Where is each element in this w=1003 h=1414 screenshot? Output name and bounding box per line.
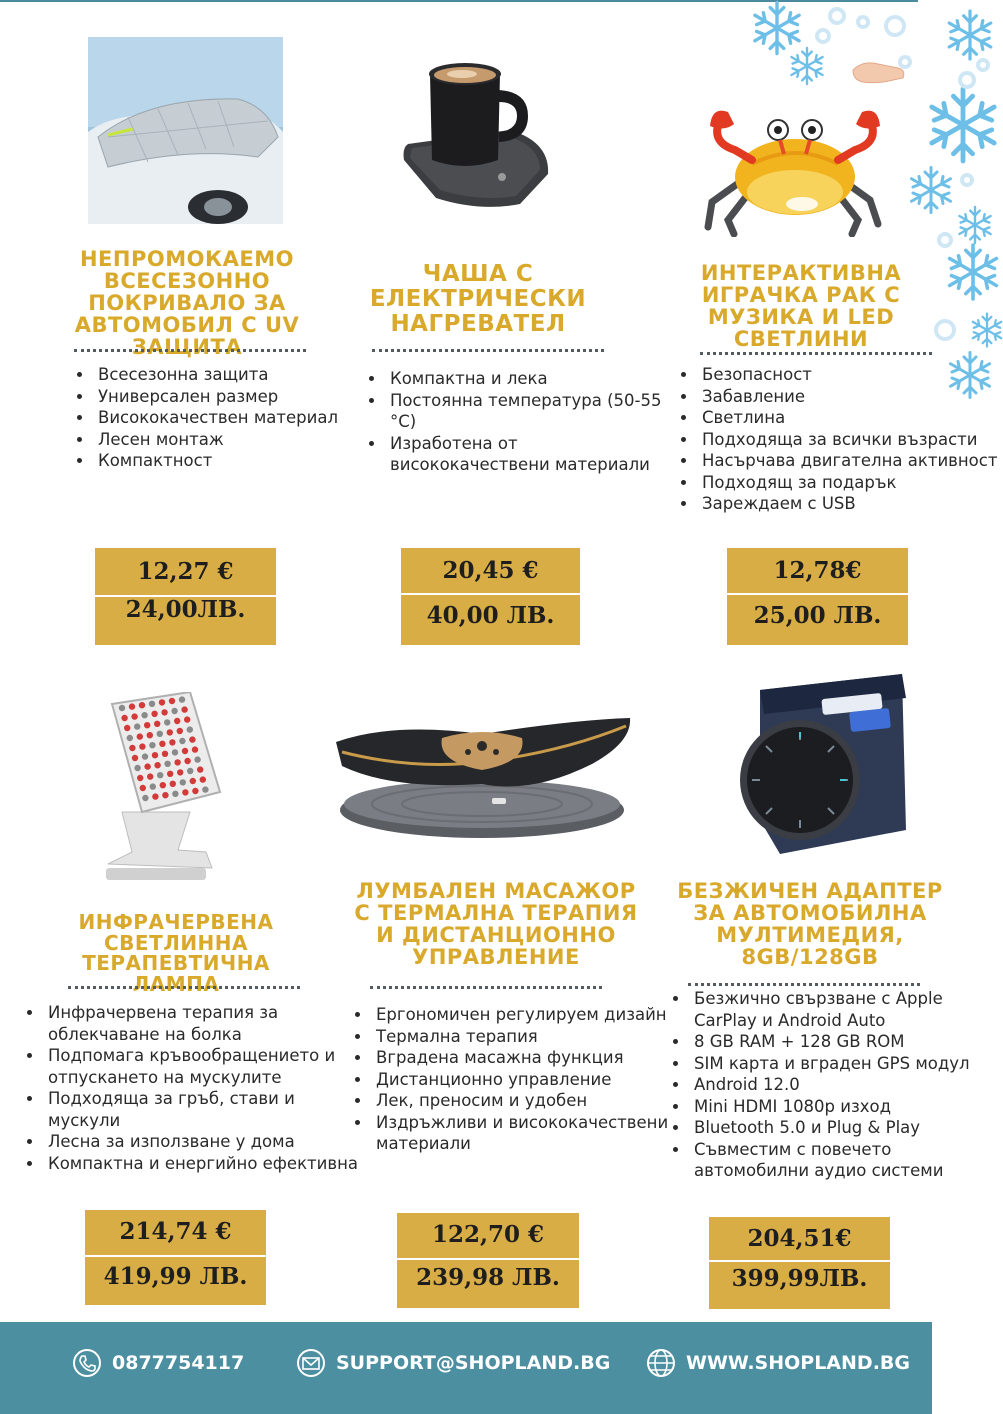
led-dot xyxy=(144,722,150,728)
lumbar-massager-image xyxy=(332,712,634,842)
price-eur: 12,78€ xyxy=(773,557,862,584)
list-item: • Забавление xyxy=(698,386,1003,408)
led-dot xyxy=(159,699,165,705)
car-cover-image xyxy=(88,37,283,224)
list-item: • Дистанционно управление xyxy=(372,1069,672,1091)
price-bgn: 419,99 ЛВ. xyxy=(103,1263,248,1290)
led-dot xyxy=(174,718,180,724)
list-item: • SIM карта и вграден GPS модул xyxy=(690,1053,1000,1075)
led-dot xyxy=(129,745,135,751)
list-item: • Bluetooth 5.0 и Plug & Play xyxy=(690,1117,1000,1139)
product-title: ИНТЕРАКТИВНА ИГРАЧКА РАК С МУЗИКА И LED СВЕТЛИНИ xyxy=(700,261,902,351)
price-divider xyxy=(85,1255,266,1257)
led-dot xyxy=(151,711,157,717)
led-dot xyxy=(164,719,170,725)
globe-icon xyxy=(646,1348,676,1378)
led-dot xyxy=(140,785,146,791)
product-title: ЛУМБАЛЕН МАСАЖОР С ТЕРМАЛНА ТЕРАПИЯ И ДИСТАНЦИОННО УПРАВЛЕНИЕ xyxy=(354,879,638,969)
led-dot xyxy=(167,771,173,777)
footer-website[interactable] xyxy=(646,1348,910,1378)
led-dot xyxy=(162,751,168,757)
product-title: НЕПРОМОКАЕМО ВСЕСЕЗОННО ПОКРИВАЛО ЗА АВТОМОБИЛ С UV ЗАЩИТА xyxy=(74,247,300,359)
price-eur: 204,51€ xyxy=(747,1225,852,1252)
footer-phone[interactable] xyxy=(72,1348,244,1378)
led-dot xyxy=(181,706,187,712)
list-item: • Изработена от висококачествени материали xyxy=(386,433,666,476)
led-dot xyxy=(192,788,198,794)
led-dot xyxy=(202,786,208,792)
led-dot xyxy=(164,761,170,767)
list-item: • 8 GB RAM + 128 GB ROM xyxy=(690,1031,1000,1053)
feature-list xyxy=(668,988,1000,1182)
led-dot xyxy=(121,715,127,721)
price-box xyxy=(397,1213,579,1308)
led-dot xyxy=(170,781,176,787)
led-dot xyxy=(149,742,155,748)
led-dot xyxy=(182,789,188,795)
feature-list xyxy=(72,364,354,472)
led-dot xyxy=(161,709,167,715)
list-item: • Компактна и енергийно ефективна xyxy=(44,1153,364,1175)
led-dot xyxy=(172,749,178,755)
price-divider xyxy=(709,1260,890,1262)
price-eur: 12,27 € xyxy=(137,558,234,585)
led-dot xyxy=(159,741,165,747)
product-title: ИНФРАЧЕРВЕНА СВЕТЛИННА ТЕРАПЕВТИЧНА ЛАМПА xyxy=(78,910,274,996)
divider-dots xyxy=(370,986,602,989)
led-dot xyxy=(129,703,135,709)
list-item: • Подходящ за подарък xyxy=(698,472,1003,494)
list-item: • Безжично свързване с Apple CarPlay и Android Auto xyxy=(690,988,1000,1031)
list-item: • Mini HDMI 1080p изход xyxy=(690,1096,1000,1118)
led-dot xyxy=(144,763,150,769)
led-dot xyxy=(154,721,160,727)
led-dot xyxy=(197,766,203,772)
price-bgn: 399,99ЛВ. xyxy=(731,1265,868,1292)
list-item: • Насърчава двигателна активност xyxy=(698,450,1003,472)
led-dot xyxy=(180,779,186,785)
led-dot xyxy=(182,748,188,754)
led-dot xyxy=(169,698,175,704)
list-item: • Термална терапия xyxy=(372,1026,672,1048)
led-dot xyxy=(171,708,177,714)
led-dot xyxy=(200,776,206,782)
led-dot xyxy=(149,701,155,707)
divider-dots xyxy=(700,352,932,355)
feature-list xyxy=(22,1002,364,1174)
footer-email[interactable] xyxy=(296,1348,610,1378)
product-title: БЕЗЖИЧЕН АДАПТЕР ЗА АВТОМОБИЛНА МУЛТИМЕДИЯ, 8GB/128GB xyxy=(677,879,943,969)
price-box xyxy=(85,1210,266,1305)
list-item: • Android 12.0 xyxy=(690,1074,1000,1096)
footer-phone-text: 0877754117 xyxy=(112,1352,245,1374)
led-dot xyxy=(194,756,200,762)
list-item: • Всесезонна защита xyxy=(94,364,354,386)
led-dot xyxy=(187,768,193,774)
led-dot xyxy=(127,735,133,741)
list-item: • Постоянна температура (50-55 °C) xyxy=(386,390,666,433)
divider-dots xyxy=(688,983,920,986)
list-item: • Инфрачервена терапия за облекчаване на болка xyxy=(44,1002,364,1045)
price-divider xyxy=(397,1258,579,1260)
price-box xyxy=(727,548,908,645)
led-dot xyxy=(141,712,147,718)
led-dot xyxy=(169,739,175,745)
price-divider xyxy=(401,593,580,595)
carplay-adapter-image xyxy=(730,670,910,854)
led-dot xyxy=(192,746,198,752)
list-item: • Светлина xyxy=(698,407,1003,429)
led-dot xyxy=(142,795,148,801)
led-dot xyxy=(177,769,183,775)
product-title: ЧАША С ЕЛЕКТРИЧЕСКИ НАГРЕВАТЕЛ xyxy=(369,261,587,337)
led-dot xyxy=(131,713,137,719)
led-dot xyxy=(152,793,158,799)
price-box xyxy=(95,548,276,645)
led-dot xyxy=(167,729,173,735)
list-item: • Лесна за използване у дома xyxy=(44,1131,364,1153)
led-dot xyxy=(134,765,140,771)
led-dot xyxy=(177,728,183,734)
divider-dots xyxy=(74,349,306,352)
led-dot xyxy=(179,738,185,744)
list-item: • Лесен монтаж xyxy=(94,429,354,451)
list-item: • Издръжливи и висококачествени материали xyxy=(372,1112,672,1155)
footer-bar xyxy=(0,1322,932,1414)
price-box xyxy=(709,1217,890,1309)
price-eur: 122,70 € xyxy=(431,1221,545,1248)
list-item: • Зареждаем с USB xyxy=(698,493,1003,515)
footer-website-text: WWW.SHOPLAND.BG xyxy=(686,1352,910,1374)
led-dot xyxy=(187,726,193,732)
list-item: • Подходяща за всички възрасти xyxy=(698,429,1003,451)
infrared-lamp-image xyxy=(102,692,222,887)
led-dot xyxy=(190,778,196,784)
phone-icon xyxy=(72,1348,102,1378)
led-dot xyxy=(132,755,138,761)
price-eur: 214,74 € xyxy=(119,1218,232,1245)
footer-email-text: SUPPORT@SHOPLAND.BG xyxy=(336,1352,611,1374)
feature-list xyxy=(676,364,1003,515)
list-item: • Универсален размер xyxy=(94,386,354,408)
led-dot xyxy=(119,705,125,711)
list-item: • Съвместим с повечето автомобилни аудио системи xyxy=(690,1139,1000,1182)
price-bgn: 25,00 ЛВ. xyxy=(753,602,882,629)
price-box xyxy=(401,548,580,645)
led-dot xyxy=(184,758,190,764)
led-dot xyxy=(174,759,180,765)
list-item: • Подходяща за гръб, стави и мускули xyxy=(44,1088,364,1131)
led-dot xyxy=(157,772,163,778)
price-bgn: 24,00ЛВ. xyxy=(125,596,246,623)
price-bgn: 40,00 ЛВ. xyxy=(426,602,555,629)
divider-dots xyxy=(372,349,604,352)
list-item: • Лек, преносим и удобен xyxy=(372,1090,672,1112)
led-dot xyxy=(184,716,190,722)
price-divider xyxy=(727,593,908,595)
led-dot xyxy=(139,743,145,749)
crab-toy-image xyxy=(700,102,890,237)
led-dot xyxy=(154,762,160,768)
price-bgn: 239,98 ЛВ. xyxy=(416,1264,560,1291)
led-dot xyxy=(189,736,195,742)
led-dot xyxy=(160,782,166,788)
feature-list xyxy=(350,1004,672,1155)
price-eur: 20,45 € xyxy=(442,557,539,584)
list-item: • Висококачествен материал xyxy=(94,407,354,429)
heated-mug-image xyxy=(400,52,556,212)
led-dot xyxy=(139,702,145,708)
led-dot xyxy=(157,731,163,737)
led-dot xyxy=(172,791,178,797)
list-item: • Компактна и лека xyxy=(386,368,666,390)
led-dot xyxy=(134,723,140,729)
led-dot xyxy=(147,732,153,738)
divider-dots xyxy=(68,986,300,989)
list-item: • Подпомага кръвообращението и отпускането на мускулите xyxy=(44,1045,364,1088)
led-dot xyxy=(142,753,148,759)
feature-list xyxy=(364,368,666,476)
list-item: • Компактност xyxy=(94,450,354,472)
led-dot xyxy=(162,792,168,798)
list-item: • Безопасност xyxy=(698,364,1003,386)
led-dot xyxy=(152,752,158,758)
led-dot xyxy=(150,783,156,789)
led-dot xyxy=(137,775,143,781)
list-item: • Вградена масажна функция xyxy=(372,1047,672,1069)
led-dot xyxy=(137,733,143,739)
email-icon xyxy=(296,1348,326,1378)
list-item: • Ергономичен регулируем дизайн xyxy=(372,1004,672,1026)
led-dot xyxy=(124,725,130,731)
led-dot xyxy=(179,696,185,702)
led-dot xyxy=(147,773,153,779)
